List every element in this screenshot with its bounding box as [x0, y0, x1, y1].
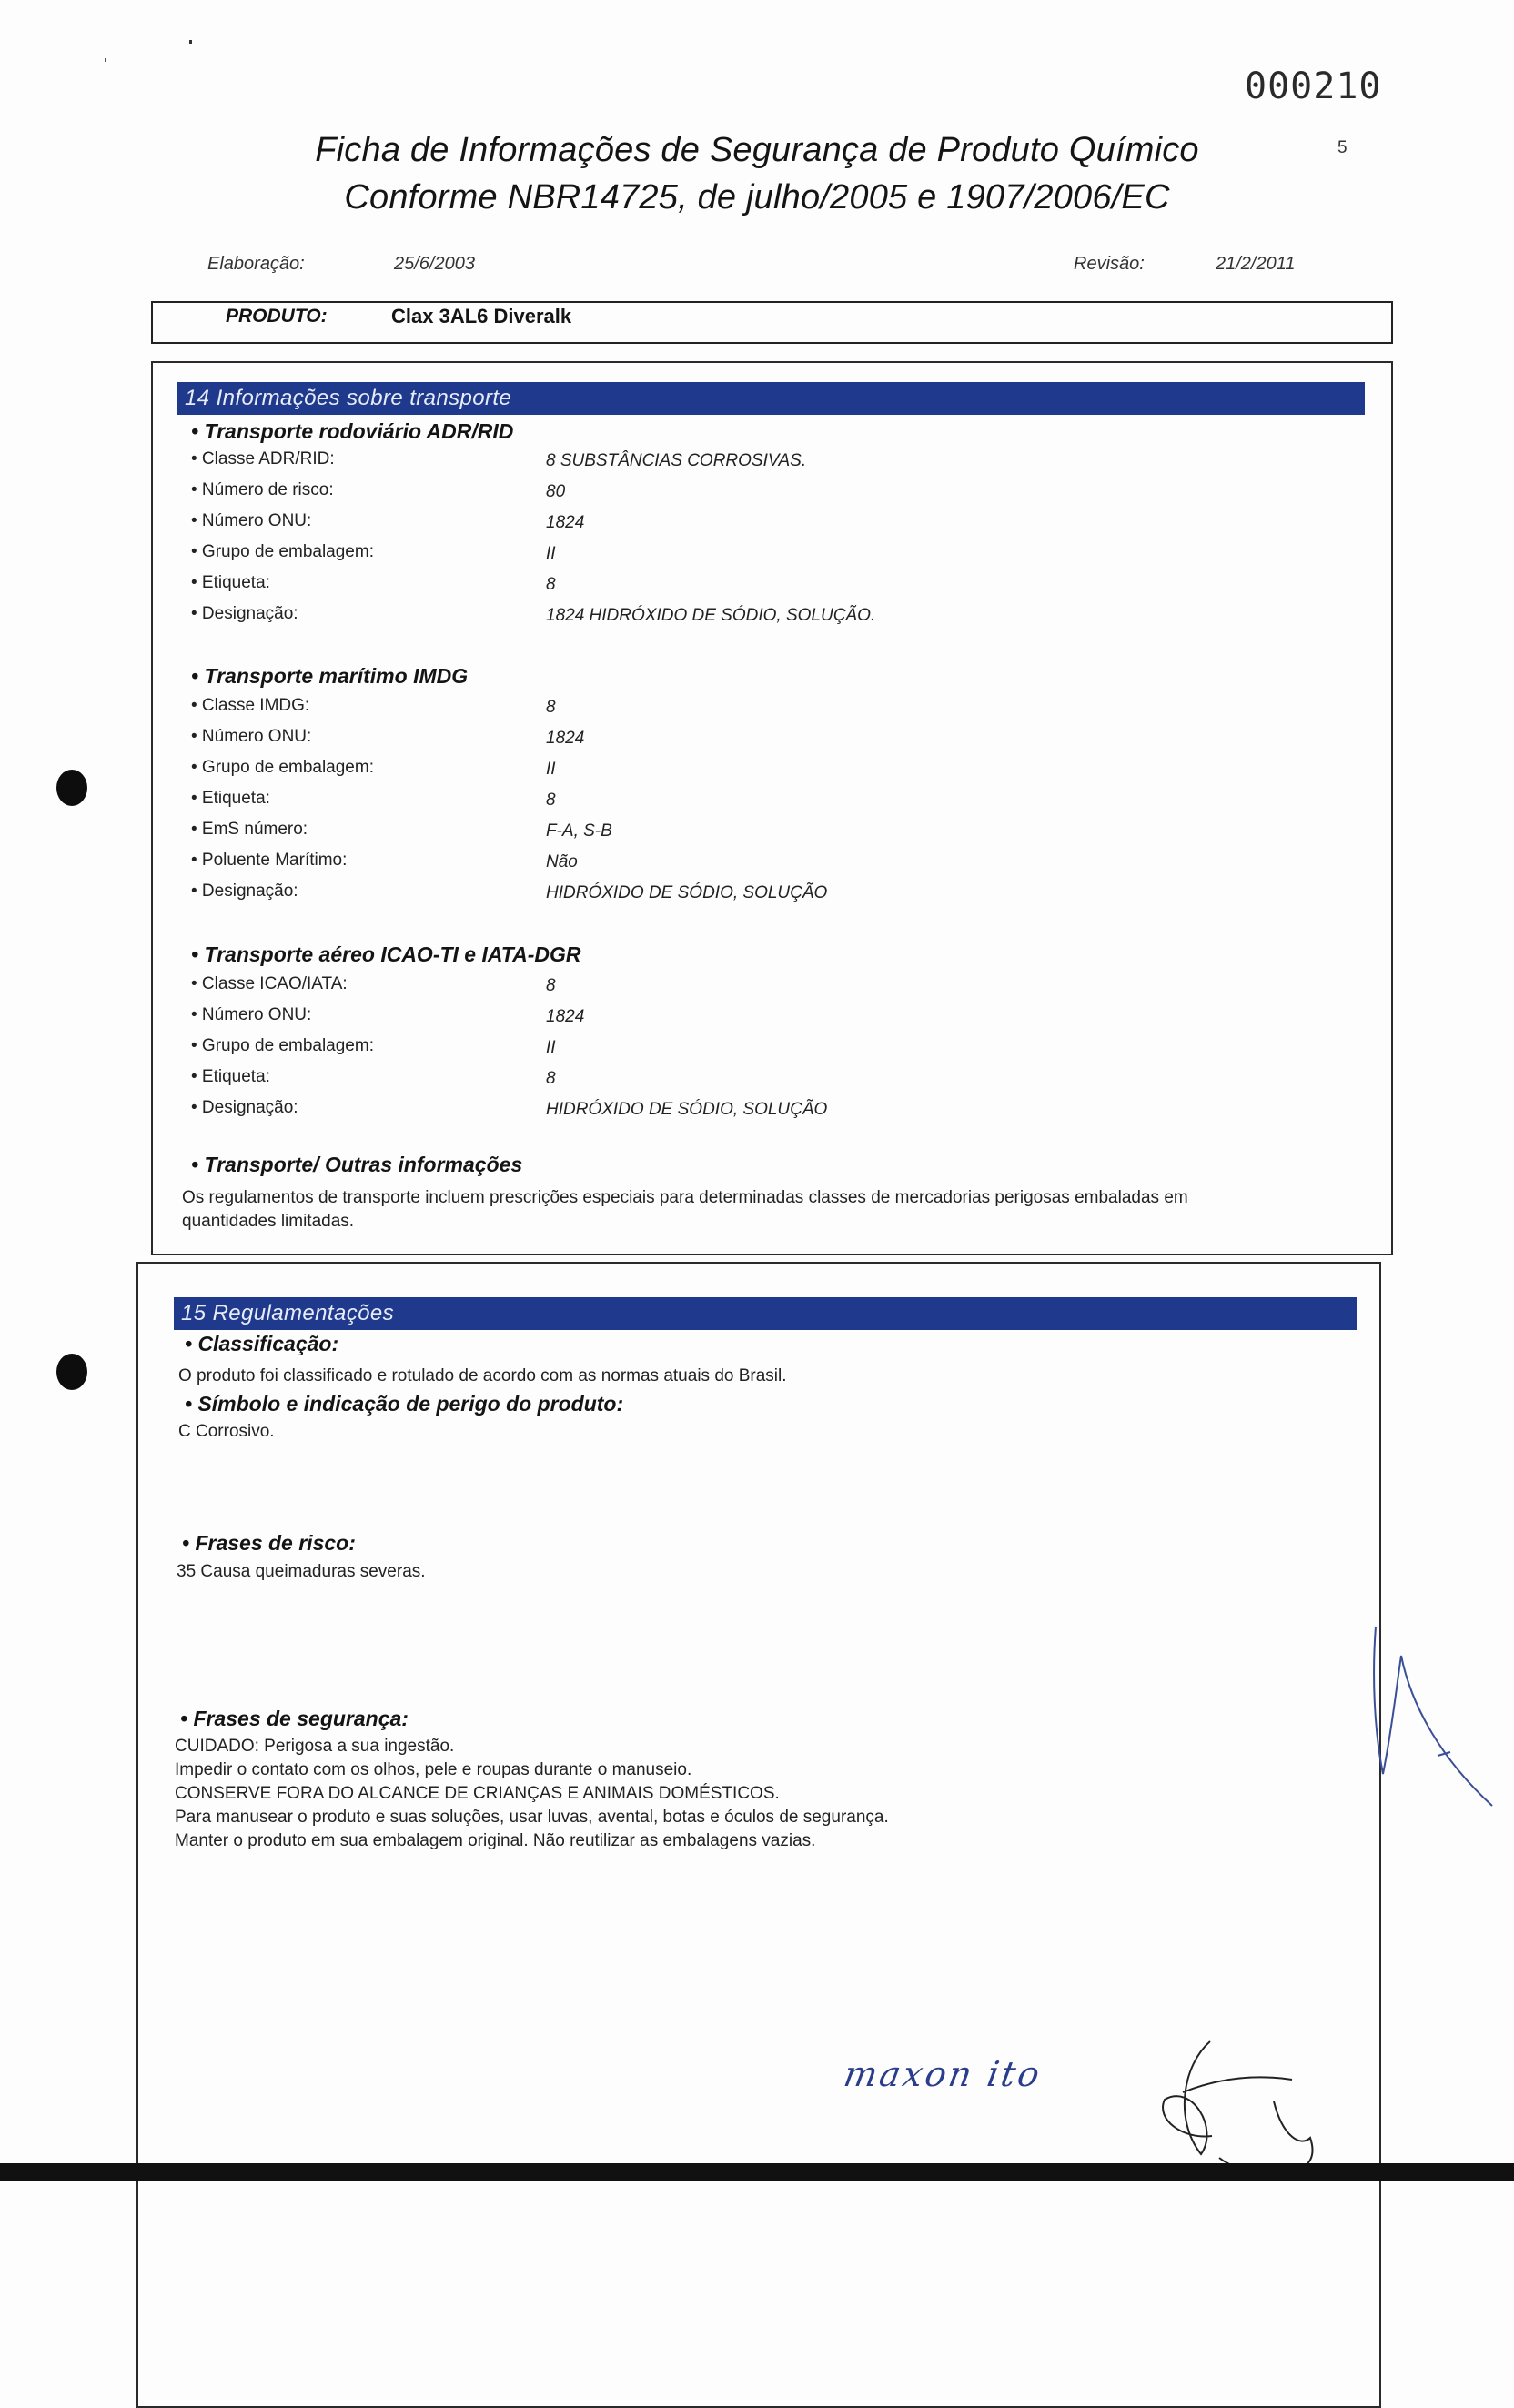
simbolo-text: C Corrosivo. — [178, 1422, 275, 1441]
road-row-label: • Número ONU: — [191, 511, 312, 530]
road-row-label: • Etiqueta: — [191, 573, 270, 592]
seguranca-line: Manter o produto em sua embalagem original. Não reutilizar as embalagens vazias. — [175, 1831, 816, 1850]
simbolo-heading: • Símbolo e indicação de perigo do produto: — [185, 1392, 624, 1416]
air-row-value: 8 — [546, 976, 556, 995]
road-row-value: 8 — [546, 575, 556, 594]
seguranca-line: Impedir o contato com os olhos, pele e roupas durante o manuseio. — [175, 1760, 692, 1779]
seguranca-line: CUIDADO: Perigosa a sua ingestão. — [175, 1737, 455, 1756]
other-transport-text: Os regulamentos de transporte incluem prescrições especiais para determinadas classes de mercadorias perigosas embaladas em — [182, 1188, 1188, 1207]
risco-text: 35 Causa queimaduras severas. — [177, 1562, 426, 1581]
sea-transport-heading: • Transporte marítimo IMDG — [191, 664, 469, 688]
road-row-value: 80 — [546, 482, 566, 501]
elaboracao-date: 25/6/2003 — [394, 254, 475, 274]
sea-row-label: • Etiqueta: — [191, 789, 270, 808]
punch-hole — [56, 1354, 87, 1390]
section-14-frame — [151, 361, 1393, 1255]
product-label: PRODUTO: — [226, 306, 328, 327]
punch-hole — [56, 770, 87, 806]
road-row-label: • Grupo de embalagem: — [191, 542, 374, 561]
sea-row-value: 8 — [546, 791, 556, 810]
scan-border — [0, 2163, 1514, 2181]
road-row-label: • Número de risco: — [191, 480, 334, 499]
stamp-number: 000210 — [1245, 65, 1382, 107]
sea-row-label: • Número ONU: — [191, 727, 312, 746]
sea-row-label: • Grupo de embalagem: — [191, 758, 374, 777]
road-row-label: • Designação: — [191, 604, 298, 623]
sea-row-label: • Designação: — [191, 882, 298, 901]
road-row-value: II — [546, 544, 556, 563]
air-row-label: • Designação: — [191, 1098, 298, 1117]
handwritten-signature — [1146, 2038, 1365, 2183]
road-row-value: 1824 HIDRÓXIDO DE SÓDIO, SOLUÇÃO. — [546, 606, 876, 625]
other-transport-text: quantidades limitadas. — [182, 1212, 355, 1231]
sea-row-value: II — [546, 760, 556, 779]
air-row-value: II — [546, 1038, 556, 1057]
handwritten-initial-mark — [1356, 1619, 1501, 1829]
page-number: 5 — [1337, 138, 1347, 157]
air-row-value: HIDRÓXIDO DE SÓDIO, SOLUÇÃO — [546, 1100, 828, 1119]
air-row-label: • Grupo de embalagem: — [191, 1036, 374, 1055]
document-title-line1: Ficha de Informações de Segurança de Produto Químico — [315, 131, 1199, 169]
document-title-line2: Conforme NBR14725, de julho/2005 e 1907/2006/EC — [344, 178, 1170, 217]
revisao-date: 21/2/2011 — [1216, 254, 1296, 274]
air-transport-heading: • Transporte aéreo ICAO-TI e IATA-DGR — [191, 942, 581, 966]
air-row-label: • Classe ICAO/IATA: — [191, 974, 348, 993]
speck-mark — [105, 58, 106, 62]
classificacao-heading: • Classificação: — [185, 1332, 339, 1355]
road-transport-heading: • Transporte rodoviário ADR/RID — [191, 419, 514, 443]
product-box — [151, 301, 1393, 344]
air-row-label: • Número ONU: — [191, 1005, 312, 1024]
sea-row-label: • Poluente Marítimo: — [191, 851, 348, 870]
sea-row-value: HIDRÓXIDO DE SÓDIO, SOLUÇÃO — [546, 883, 828, 902]
revisao-label: Revisão: — [1074, 254, 1145, 274]
handwritten-signature-text: maxon ito — [841, 2054, 1045, 2094]
seguranca-line: CONSERVE FORA DO ALCANCE DE CRIANÇAS E ANIMAIS DOMÉSTICOS. — [175, 1784, 780, 1803]
sea-row-value: Não — [546, 852, 578, 872]
seguranca-heading: • Frases de segurança: — [180, 1707, 409, 1730]
air-row-label: • Etiqueta: — [191, 1067, 270, 1086]
air-row-value: 8 — [546, 1069, 556, 1088]
air-row-value: 1824 — [546, 1007, 585, 1026]
sea-row-value: 8 — [546, 698, 556, 717]
sea-row-label: • EmS número: — [191, 820, 308, 839]
classificacao-text: O produto foi classificado e rotulado de acordo com as normas atuais do Brasil. — [178, 1366, 787, 1385]
sea-row-value: F-A, S-B — [546, 821, 612, 841]
sea-row-value: 1824 — [546, 729, 585, 748]
section-15-title: 15 Regulamentações — [174, 1297, 1357, 1330]
other-transport-heading: • Transporte/ Outras informações — [191, 1153, 523, 1176]
product-name: Clax 3AL6 Diveralk — [391, 305, 572, 327]
section-14-title: 14 Informações sobre transporte — [177, 382, 1365, 415]
speck-mark — [189, 40, 192, 44]
elaboracao-label: Elaboração: — [207, 254, 305, 274]
risco-heading: • Frases de risco: — [182, 1531, 356, 1555]
sea-row-label: • Classe IMDG: — [191, 696, 310, 715]
road-row-label: • Classe ADR/RID: — [191, 449, 335, 469]
road-row-value: 8 SUBSTÂNCIAS CORROSIVAS. — [546, 451, 807, 470]
seguranca-line: Para manusear o produto e suas soluções, usar luvas, avental, botas e óculos de segurança. — [175, 1808, 889, 1827]
road-row-value: 1824 — [546, 513, 585, 532]
